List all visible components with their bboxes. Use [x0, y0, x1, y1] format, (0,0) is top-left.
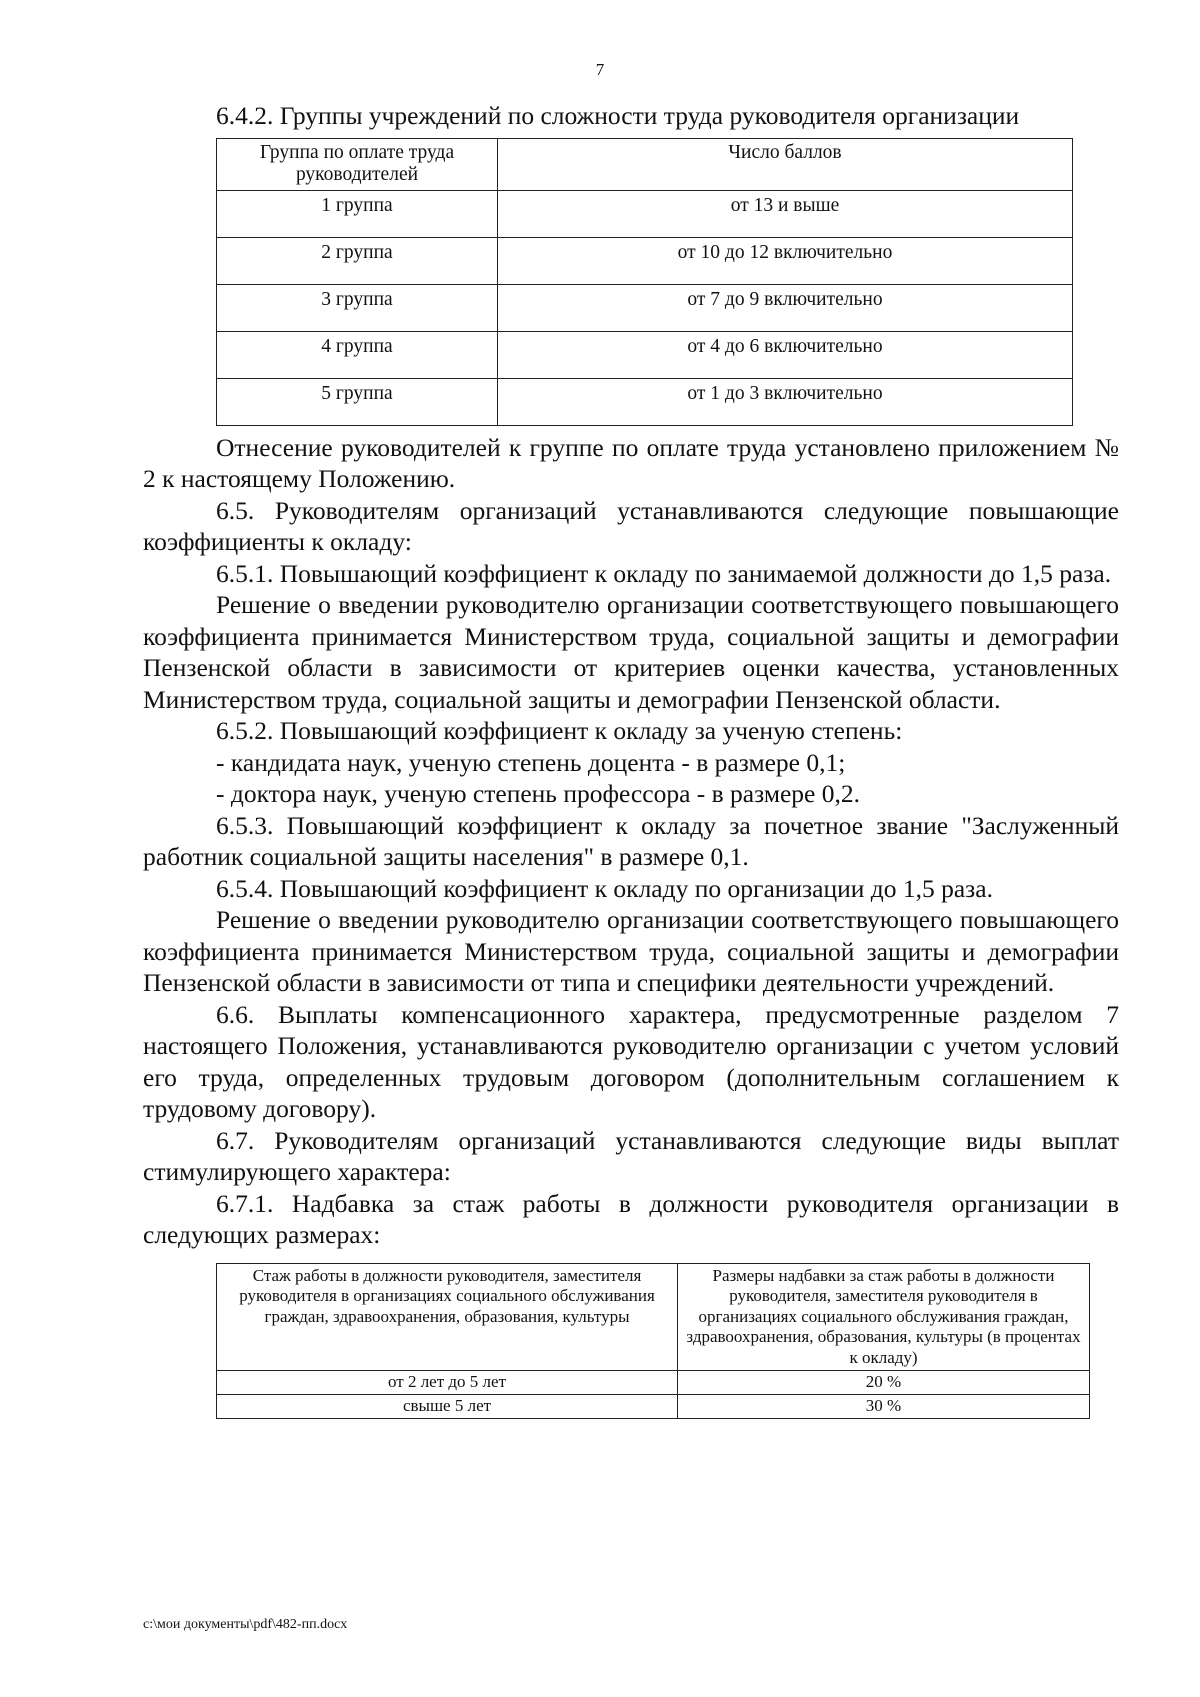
table-header-cell: Группа по оплате труда руководителей	[217, 138, 498, 190]
list-item: - кандидата наук, ученую степень доцента - в размере 0,1;	[216, 747, 846, 777]
table-cell: 2 группа	[217, 237, 498, 284]
table-cell: от 10 до 12 включительно	[498, 237, 1073, 284]
list-item: - доктора наук, ученую степень профессора - в размере 0,2.	[216, 779, 860, 808]
table-header-cell: Число баллов	[498, 138, 1073, 190]
paragraph: 6.5.4. Повышающий коэффициент к окладу по организации до 1,5 раза.	[216, 873, 993, 903]
table-cell: от 2 лет до 5 лет	[217, 1371, 678, 1395]
seniority-table	[216, 1263, 1090, 1420]
table-row	[217, 1395, 1090, 1419]
table-header-row	[217, 1263, 1090, 1371]
paragraph: 6.5. Руководителям организаций устанавливаются следующие повышающие коэффициенты к окладу:	[143, 495, 1119, 556]
table-cell: свыше 5 лет	[217, 1395, 678, 1419]
table-row	[217, 284, 1073, 331]
table-cell: от 13 и выше	[498, 190, 1073, 237]
paragraph: Отнесение руководителей к группе по оплате труда установлено приложением № 2 к настоящему Положению.	[143, 432, 1119, 493]
table-cell: 3 группа	[217, 284, 498, 331]
table-cell: 20 %	[678, 1371, 1090, 1395]
table-header-cell: Стаж работы в должности руководителя, заместителя руководителя в организациях социального обслуживания граждан, здравоохранения, образования, культуры	[217, 1263, 678, 1371]
table-row	[217, 190, 1073, 237]
table-header-row	[217, 138, 1073, 190]
table-row	[217, 1371, 1090, 1395]
document-body	[143, 100, 1119, 1419]
table-cell: 5 группа	[217, 378, 498, 425]
table-header-cell: Размеры надбавки за стаж работы в должности руководителя, заместителя руководителя в организациях социального обслуживания граждан, здравоохранения, образования, культуры (в процентах к окладу)	[678, 1263, 1090, 1371]
groups-table	[216, 138, 1073, 426]
paragraph: 6.6. Выплаты компенсационного характера, предусмотренные разделом 7 настоящего Положения, устанавливаются руководителю организации с учетом условий его труда, определенных трудовым договором (дополнительным соглашением к трудовому договору).	[143, 999, 1119, 1123]
paragraph: 6.5.2. Повышающий коэффициент к окладу за ученую степень:	[216, 716, 903, 745]
table-row	[217, 378, 1073, 425]
paragraph: Решение о введении руководителю организации соответствующего повышающего коэффициента принимается Министерством труда, социальной защиты и демографии Пензенской области в зависимости от критериев оценки качества, установленных Министерством труда, социальной защиты и демографии Пензенской области.	[143, 590, 1119, 714]
paragraph: 6.7.1. Надбавка за стаж работы в должности руководителя организации в следующих размерах:	[143, 1188, 1119, 1249]
table-row	[217, 331, 1073, 378]
section-heading: 6.4.2. Группы учреждений по сложности труда руководителя организации	[216, 101, 1020, 130]
file-path-footer: c:\мои документы\pdf\482-пп.docx	[143, 1617, 348, 1632]
table-cell: от 7 до 9 включительно	[498, 284, 1073, 331]
table-cell: 30 %	[678, 1395, 1090, 1419]
paragraph: Решение о введении руководителю организации соответствующего повышающего коэффициента принимается Министерством труда, социальной защиты и демографии Пензенской области в зависимости от типа и специфики деятельности учреждений.	[143, 905, 1119, 997]
table-cell: 1 группа	[217, 190, 498, 237]
paragraph: 6.5.3. Повышающий коэффициент к окладу за почетное звание "Заслуженный работник социальной защиты населения" в размере 0,1.	[143, 810, 1119, 871]
table-row	[217, 237, 1073, 284]
table-cell: от 4 до 6 включительно	[498, 331, 1073, 378]
table-cell: 4 группа	[217, 331, 498, 378]
table-cell: от 1 до 3 включительно	[498, 378, 1073, 425]
page-number: 7	[595, 60, 605, 79]
paragraph: 6.7. Руководителям организаций устанавливаются следующие виды выплат стимулирующего характера:	[143, 1125, 1119, 1186]
paragraph: 6.5.1. Повышающий коэффициент к окладу по занимаемой должности до 1,5 раза.	[216, 558, 1112, 588]
